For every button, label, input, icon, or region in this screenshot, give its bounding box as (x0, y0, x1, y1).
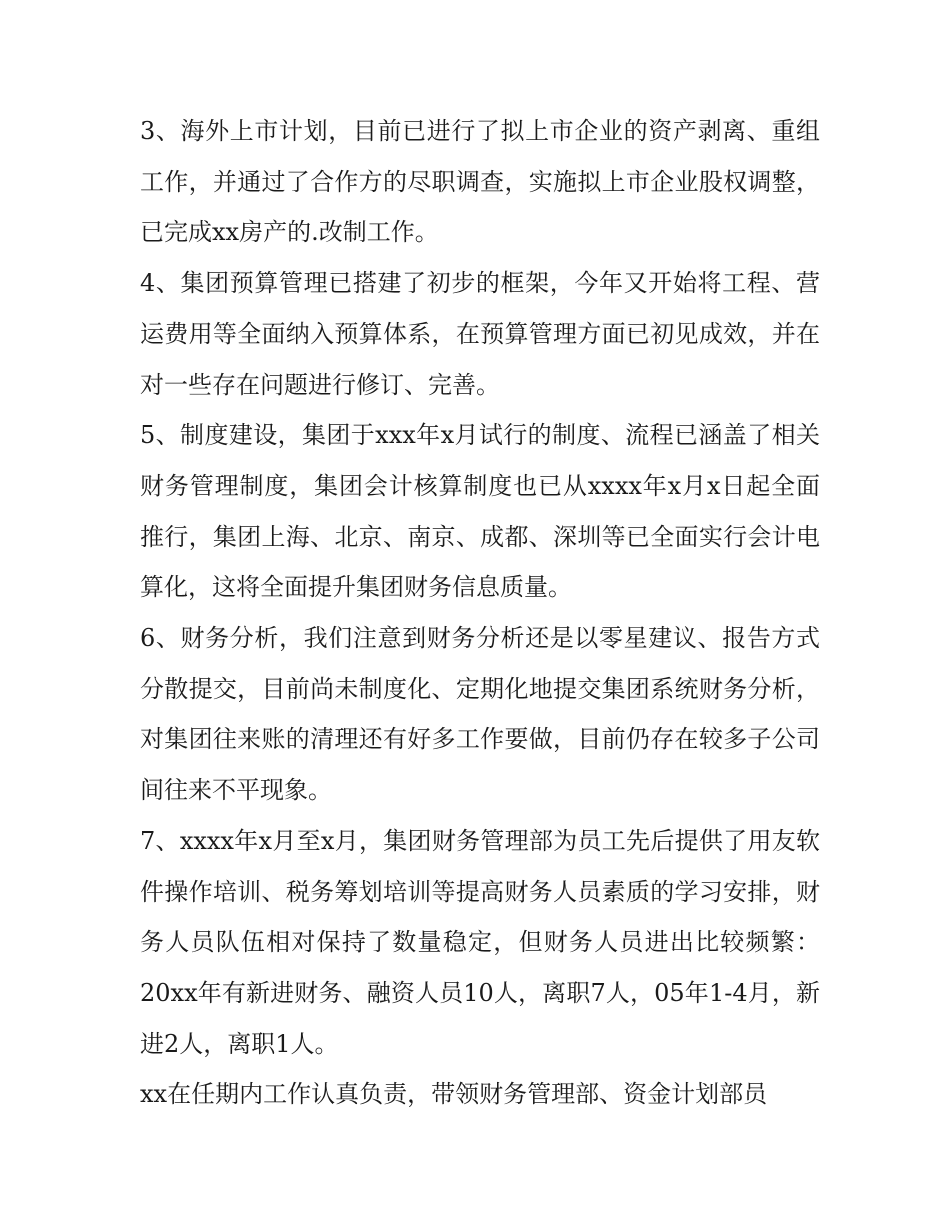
paragraph-3-overseas-listing: 3、海外上市计划，目前已进行了拟上市企业的资产剥离、重组工作，并通过了合作方的尽职调查，实施拟上市企业股权调整，已完成xx房产的.改制工作。 (140, 117, 820, 247)
document-body (140, 106, 820, 1120)
paragraph-4-budget-management: 4、集团预算管理已搭建了初步的框架，今年又开始将工程、营运费用等全面纳入预算体系，在预算管理方面已初见成效，并在对一些存在问题进行修订、完善。 (140, 269, 820, 399)
paragraph-6-financial-analysis: 6、财务分析，我们注意到财务分析还是以零星建议、报告方式分散提交，目前尚未制度化、定期化地提交集团系统财务分析，对集团往来账的清理还有好多工作要做，目前仍存在较多子公司间往来不平现象。 (140, 624, 820, 805)
paragraph-7-staff-training: 7、xxxx年x月至x月，集团财务管理部为员工先后提供了用友软件操作培训、税务筹划培训等提高财务人员素质的学习安排，财务人员队伍相对保持了数量稳定，但财务人员进出比较频繁：20xx年有新进财务、融资人员10人，离职7人，05年1-4月，新进2人，离职1人。 (140, 826, 820, 1058)
paragraph-5-system-building: 5、制度建设，集团于xxx年x月试行的制度、流程已涵盖了相关财务管理制度，集团会计核算制度也已从xxxx年x月x日起全面推行，集团上海、北京、南京、成都、深圳等已全面实行会计电算化，这将全面提升集团财务信息质量。 (140, 421, 820, 602)
paragraph-evaluation: xx在任期内工作认真负责，带领财务管理部、资金计划部员 (140, 1080, 768, 1109)
